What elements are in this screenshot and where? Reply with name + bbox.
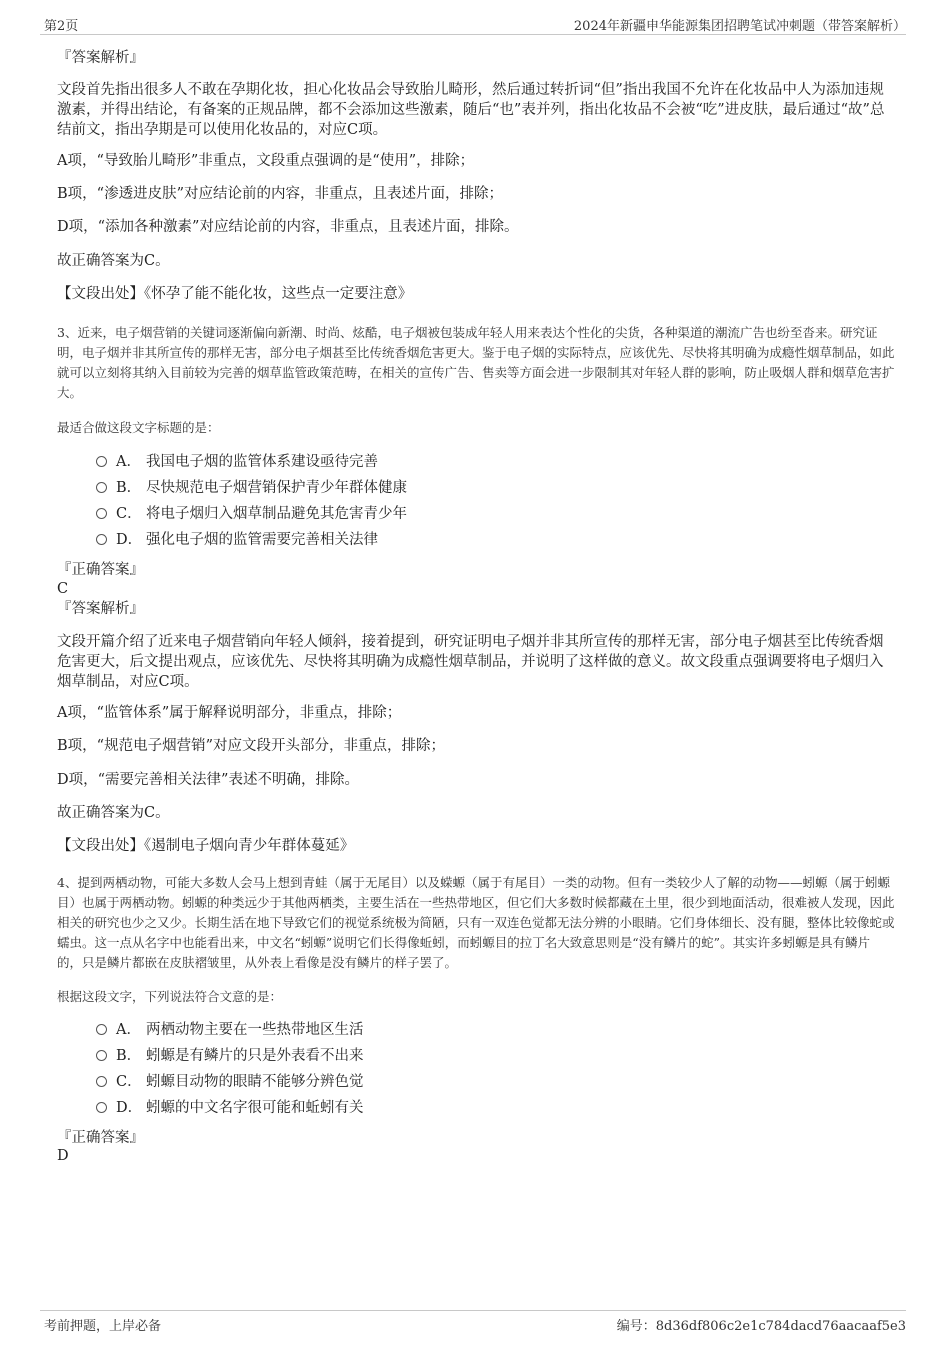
q3-option-b[interactable]: B． 尽快规范电子烟营销保护青少年群体健康 xyxy=(96,477,407,499)
q4-option-c[interactable]: C． 蚓螈目动物的眼睛不能够分辨色觉 xyxy=(96,1071,364,1093)
q3-stem: 3、近来，电子烟营销的关键词逐渐偏向新潮、时尚、炫酷，电子烟被包装成年轻人用来表达个性化的尖货，各种渠道的潮流广告也纷至沓来。研究证明，电子烟并非其所宣传的那样无害，部分电子烟甚至比传统香烟危害更大。鉴于电子烟的实际特点，应该优先、尽快将其明确为成瘾性烟草制品，如此就可以立刻将其纳入目前较为完善的烟草监管政策范畴，在相关的宣传广告、售卖等方面会进一步限制其对年轻人群的影响，防止吸烟人群和烟草危害扩大。 xyxy=(57,325,895,400)
footer-slogan: 考前押题，上岸必备 xyxy=(44,1319,162,1334)
q3-option-a-analysis: A项，“监管体系”属于解释说明部分，非重点，排除； xyxy=(57,705,402,721)
q3-conclusion: 故正确答案为C。 xyxy=(57,805,170,821)
q3-option-b-analysis: B项，“规范电子烟营销”对应文段开头部分，非重点，排除； xyxy=(57,738,445,754)
page-footer xyxy=(40,1310,906,1335)
radio-icon[interactable] xyxy=(96,1076,107,1087)
q2-source: 【文段出处】《怀孕了能不能化妆，这些点一定要注意》 xyxy=(57,286,413,302)
q4-option-b[interactable]: B． 蚓螈是有鳞片的只是外表看不出来 xyxy=(96,1045,364,1067)
page-header xyxy=(40,12,906,35)
q4-option-a[interactable]: A． 两栖动物主要在一些热带地区生活 xyxy=(96,1019,364,1041)
q2-option-a-analysis: A项，“导致胎儿畸形”非重点，文段重点强调的是“使用”，排除； xyxy=(57,153,475,169)
q3-answer-label: 『正确答案』 xyxy=(57,562,144,578)
q3-option-d[interactable]: D． 强化电子烟的监管需要完善相关法律 xyxy=(96,529,378,551)
q4-answer-label: 『正确答案』 xyxy=(57,1130,144,1146)
radio-icon[interactable] xyxy=(96,534,107,545)
radio-icon[interactable] xyxy=(96,508,107,519)
q4-stem: 4、提到两栖动物，可能大多数人会马上想到青蛙（属于无尾目）以及蝾螈（属于有尾目）一类的动物。但有一类较少人了解的动物——蚓螈（属于蚓螈目）也属于两栖动物。蚓螈的种类远少于其他两栖类，主要生活在一些热带地区，但它们大多数时候都藏在土里，很少到地面活动，很难被人发现，因此相关的研究也少之又少。长期生活在地下导致它们的视觉系统极为简陋，只有一双连色觉都无法分辨的小眼睛。它们身体细长、没有腿，整体比较像蛇或蠕虫。这一点从名字中也能看出来，中文名“蚓螈”说明它们长得像蚯蚓，而蚓螈目的拉丁名大致意思则是“没有鳞片的蛇”。其实许多蚓螈是具有鳞片的，只是鳞片都嵌在皮肤褶皱里，从外表上看像是没有鳞片的样子罢了。 xyxy=(57,875,895,970)
q3-answer: C xyxy=(57,581,69,597)
q3-analysis-label: 『答案解析』 xyxy=(57,601,144,617)
q3-analysis-text: 文段开篇介绍了近来电子烟营销向年轻人倾斜，接着提到，研究证明电子烟并非其所宣传的那样无害，部分电子烟甚至比传统香烟危害更大，后文提出观点，应该优先、尽快将其明确为成瘾性烟草制品，并说明了这样做的意义。故文段重点强调要将电子烟归入烟草制品，对应C项。 xyxy=(57,634,884,690)
radio-icon[interactable] xyxy=(96,482,107,493)
q2-option-b-analysis: B项，“渗透进皮肤”对应结论前的内容，非重点，且表述片面，排除； xyxy=(57,186,503,202)
radio-icon[interactable] xyxy=(96,1024,107,1035)
document-title: 2024年新疆申华能源集团招聘笔试冲刺题（带答案解析） xyxy=(573,19,906,34)
q3-option-d-analysis: D项，“需要完善相关法律”表述不明确，排除。 xyxy=(57,772,359,788)
q3-option-c[interactable]: C． 将电子烟归入烟草制品避免其危害青少年 xyxy=(96,503,407,525)
q2-conclusion: 故正确答案为C。 xyxy=(57,253,170,269)
q4-answer: D xyxy=(57,1148,69,1164)
q4-prompt: 根据这段文字，下列说法符合文意的是： xyxy=(57,989,283,1004)
q4-option-d[interactable]: D． 蚓螈的中文名字很可能和蚯蚓有关 xyxy=(96,1097,364,1119)
q3-prompt: 最适合做这段文字标题的是： xyxy=(57,420,220,435)
q3-option-a[interactable]: A． 我国电子烟的监管体系建设亟待完善 xyxy=(96,451,378,473)
q2-analysis-text: 文段首先指出很多人不敢在孕期化妆，担心化妆品会导致胎儿畸形，然后通过转折词“但”指出我国不允许在化妆品中人为添加违规激素，并得出结论，有备案的正规品牌，都不会添加这些激素，随后“也”表并列，指出化妆品不会被“吃”进皮肤，最后通过“故”总结前文，指出孕期是可以使用化妆品的，对应C项。 xyxy=(57,82,885,138)
q3-source: 【文段出处】《遏制电子烟向青少年群体蔓延》 xyxy=(57,838,355,854)
document-code: 编号：8d36df806c2e1c784dacd76aacaaf5e3 xyxy=(616,1319,906,1334)
q2-option-d-analysis: D项，“添加各种激素”对应结论前的内容，非重点，且表述片面，排除。 xyxy=(57,219,519,235)
radio-icon[interactable] xyxy=(96,456,107,467)
radio-icon[interactable] xyxy=(96,1102,107,1113)
page-number: 第2页 xyxy=(44,19,79,34)
q2-analysis-label: 『答案解析』 xyxy=(57,50,144,66)
radio-icon[interactable] xyxy=(96,1050,107,1061)
